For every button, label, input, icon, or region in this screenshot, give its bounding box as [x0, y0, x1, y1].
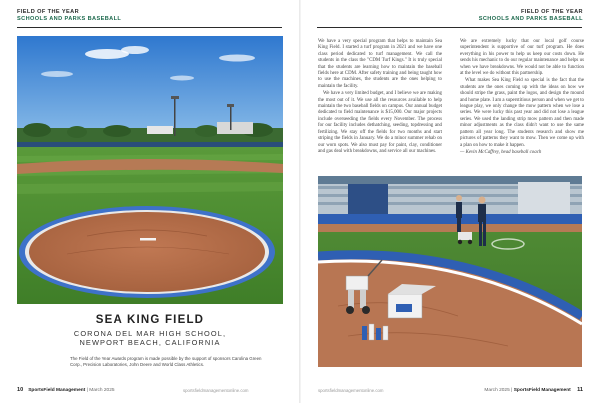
- issue-date: March 2025 |: [484, 388, 513, 393]
- page-number: 11: [577, 387, 583, 393]
- magazine-name: SportsField Management: [28, 388, 86, 393]
- article-column-2: [460, 39, 584, 157]
- header-category: SCHOOLS AND PARKS BASEBALL: [17, 16, 122, 22]
- page-folio: [17, 387, 115, 393]
- paragraph: What makes Sea King Field so special is the fact that the students are the ones coming up with the ideas on how we should stripe the grass, paint the logos, and design the mound and home plate. I am a superstitious person and when we get to league play, we only change the mow pattern when we lose a series. We were lucky this past year and did not lose a league series. We used the landing strip mow pattern and then made minor adjustments as the class didn't want to use the same pattern all year long. The students research and show me pictures of patterns they want to mow. Then we come up with a plan on how to make it happen.: [460, 78, 584, 148]
- field-photo: [17, 36, 283, 304]
- website-url[interactable]: sportsfieldmanagementonline.com: [318, 388, 384, 393]
- location: NEWPORT BEACH, CALIFORNIA: [79, 338, 221, 348]
- school-name: CORONA DEL MAR HIGH SCHOOL,: [73, 329, 227, 338]
- painting-photo: [318, 176, 582, 367]
- header-rule: [317, 27, 582, 28]
- sponsor-caption: The Field of the Year Awards program is made possible by the support of sponsors Carolina Green Corp., Precision Laboratories, John Deere and World Class Athletics.: [70, 356, 262, 367]
- painting-photo-illustration: [318, 176, 582, 367]
- header-section: FIELD OF THE YEAR: [520, 9, 583, 15]
- page-folio: [484, 387, 583, 393]
- website-url[interactable]: sportsfieldmanagementonline.com: [183, 388, 249, 393]
- running-header: [17, 9, 121, 22]
- header-category: SCHOOLS AND PARKS BASEBALL: [478, 16, 583, 22]
- issue-date: | March 2025: [86, 388, 115, 393]
- magazine-name: SportsField Management: [513, 388, 571, 393]
- feature-title: SEA KING FIELD: [95, 314, 205, 326]
- page-number: 10: [17, 387, 24, 393]
- paragraph: We have a very limited budget, and I believe we are making the most out of it. We use all the resources available to help maintain the two baseball fields on campus. Our annual budget dedicated to field maintenance is $15,000. Our major projects include overseeding the fields every November. The process for our facility includes dethatching, seeding, topdressing and fertilizing. We stay off the fields for two months and start striping the fields in January. We do a minor summer rehab on our worn spots. We also must pay for paint, clay, conditioner and gas deal with breakdowns, and service all our machines.: [318, 91, 442, 154]
- feature-subtitle: [17, 329, 283, 348]
- quote-attribution: — Kevin McCaffrey, head baseball coach: [460, 149, 542, 155]
- paragraph: We are extremely lucky that our local golf course superintendent is supportive of our turf program. He does everything in his power to help us keep our costs down. He sends his mechanic to do our regular maintenance and helps us when we have breakdowns. We would not be able to function at the level we do without this partnership.: [460, 39, 584, 77]
- header-section: FIELD OF THE YEAR: [17, 9, 80, 15]
- field-photo-illustration: [17, 36, 283, 304]
- article-column-1: [318, 39, 442, 156]
- right-page: [300, 0, 600, 403]
- running-header: [479, 9, 583, 22]
- paragraph: We have a very special program that helps to maintain Sea King Field. I started a turf program in 2021 and we have one class period dedicated to turf management. We call the students in the class the "CDM Turf Kings." It is truly special that the students are learning how to maintain the baseball fields here at CDM. After safety training and being taught how to use the machines, the students are the ones helping to maintain the facility.: [318, 39, 442, 89]
- header-rule: [17, 27, 282, 28]
